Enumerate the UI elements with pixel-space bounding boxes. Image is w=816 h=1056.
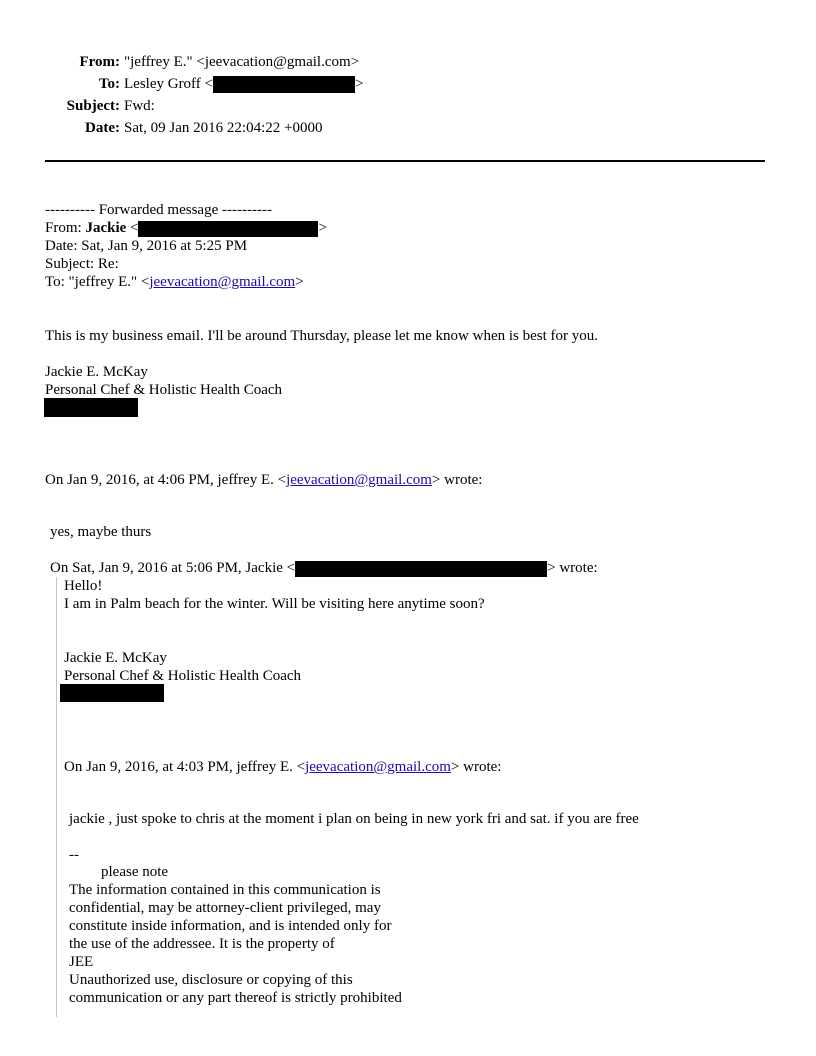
date-value: Sat, 09 Jan 2016 22:04:22 +0000 <box>124 120 323 136</box>
to-value <box>124 73 363 95</box>
header-from-row <box>0 51 816 73</box>
to-close: > <box>355 76 364 92</box>
reply2-attribution-prefix: On Sat, Jan 9, 2016 at 5:06 PM, Jackie < <box>50 560 296 576</box>
reply3-email-link[interactable]: jeevacation@gmail.com <box>305 759 451 775</box>
forwarded-from <box>45 219 327 237</box>
forwarded-to-email-link[interactable]: jeevacation@gmail.com <box>149 274 296 290</box>
header-to-row <box>0 73 816 95</box>
forwarded-from-close: > <box>318 220 327 236</box>
reply1-text: yes, maybe thurs <box>50 524 152 540</box>
reply2-attribution <box>50 559 598 577</box>
subject-label: Subject: <box>66 98 120 114</box>
signature-title: Personal Chef & Holistic Health Coach <box>45 382 283 398</box>
disclaimer-line: Unauthorized use, disclosure or copying of this <box>69 972 353 988</box>
disclaimer-line: constitute inside information, and is intended only for <box>69 918 392 934</box>
date-label: Date: <box>85 120 120 136</box>
from-label: From: <box>79 54 120 70</box>
forwarded-date: Date: Sat, Jan 9, 2016 at 5:25 PM <box>45 238 248 254</box>
forwarded-from-name: Jackie <box>85 220 127 236</box>
reply2-signature-title: Personal Chef & Holistic Health Coach <box>64 668 302 684</box>
disclaimer-line: JEE <box>69 954 94 970</box>
reply3-attribution-prefix: On Jan 9, 2016, at 4:03 PM, jeffrey E. < <box>64 759 306 775</box>
reply2-signature-name: Jackie E. McKay <box>64 650 167 666</box>
redaction-bar <box>213 76 355 93</box>
disclaimer-line: communication or any part thereof is strictly prohibited <box>69 990 402 1006</box>
forwarded-from-prefix: From: <box>45 220 86 236</box>
reply1-attribution <box>45 471 482 489</box>
disclaimer-line: The information contained in this communication is <box>69 882 381 898</box>
redaction-bar <box>295 561 547 577</box>
from-value: "jeffrey E." <jeevacation@gmail.com> <box>124 54 360 70</box>
reply3-text: jackie , just spoke to chris at the moment i plan on being in new york fri and sat. if you are free <box>69 811 639 827</box>
to-name: Lesley Groff < <box>124 76 213 92</box>
reply3-attribution <box>64 758 501 776</box>
disclaimer-line: the use of the addressee. It is the property of <box>69 936 335 952</box>
header-subject-row <box>0 95 816 117</box>
message-text: This is my business email. I'll be around Thursday, please let me know when is best for you. <box>45 328 599 344</box>
reply3-sig-dashes: -- <box>69 847 79 863</box>
redaction-bar <box>44 398 138 417</box>
reply3-note: please note <box>101 864 169 880</box>
reply1-attribution-prefix: On Jan 9, 2016, at 4:06 PM, jeffrey E. < <box>45 472 287 488</box>
reply1-email-link[interactable]: jeevacation@gmail.com <box>286 472 432 488</box>
to-label: To: <box>98 76 120 92</box>
signature-name: Jackie E. McKay <box>45 364 148 380</box>
forwarded-subject: Subject: Re: <box>45 256 119 272</box>
header-date-row <box>0 117 816 139</box>
reply2-line2: I am in Palm beach for the winter. Will be visiting here anytime soon? <box>64 596 485 612</box>
forwarded-from-open: < <box>126 220 139 236</box>
subject-value: Fwd: <box>124 98 155 114</box>
disclaimer-line: confidential, may be attorney-client privileged, may <box>69 900 381 916</box>
forwarded-to <box>45 273 304 291</box>
quote-bar <box>56 577 57 1017</box>
reply3-attribution-suffix: > wrote: <box>450 759 502 775</box>
header-divider <box>45 160 765 162</box>
redaction-bar <box>60 684 164 702</box>
reply2-line1: Hello! <box>64 578 103 594</box>
reply1-attribution-suffix: > wrote: <box>431 472 483 488</box>
forwarded-to-prefix: To: "jeffrey E." < <box>45 274 150 290</box>
forwarded-to-close: > <box>295 274 304 290</box>
reply2-attribution-suffix: > wrote: <box>547 560 598 576</box>
forwarded-divider: ---------- Forwarded message ---------- <box>45 202 272 218</box>
redaction-bar <box>138 221 318 237</box>
